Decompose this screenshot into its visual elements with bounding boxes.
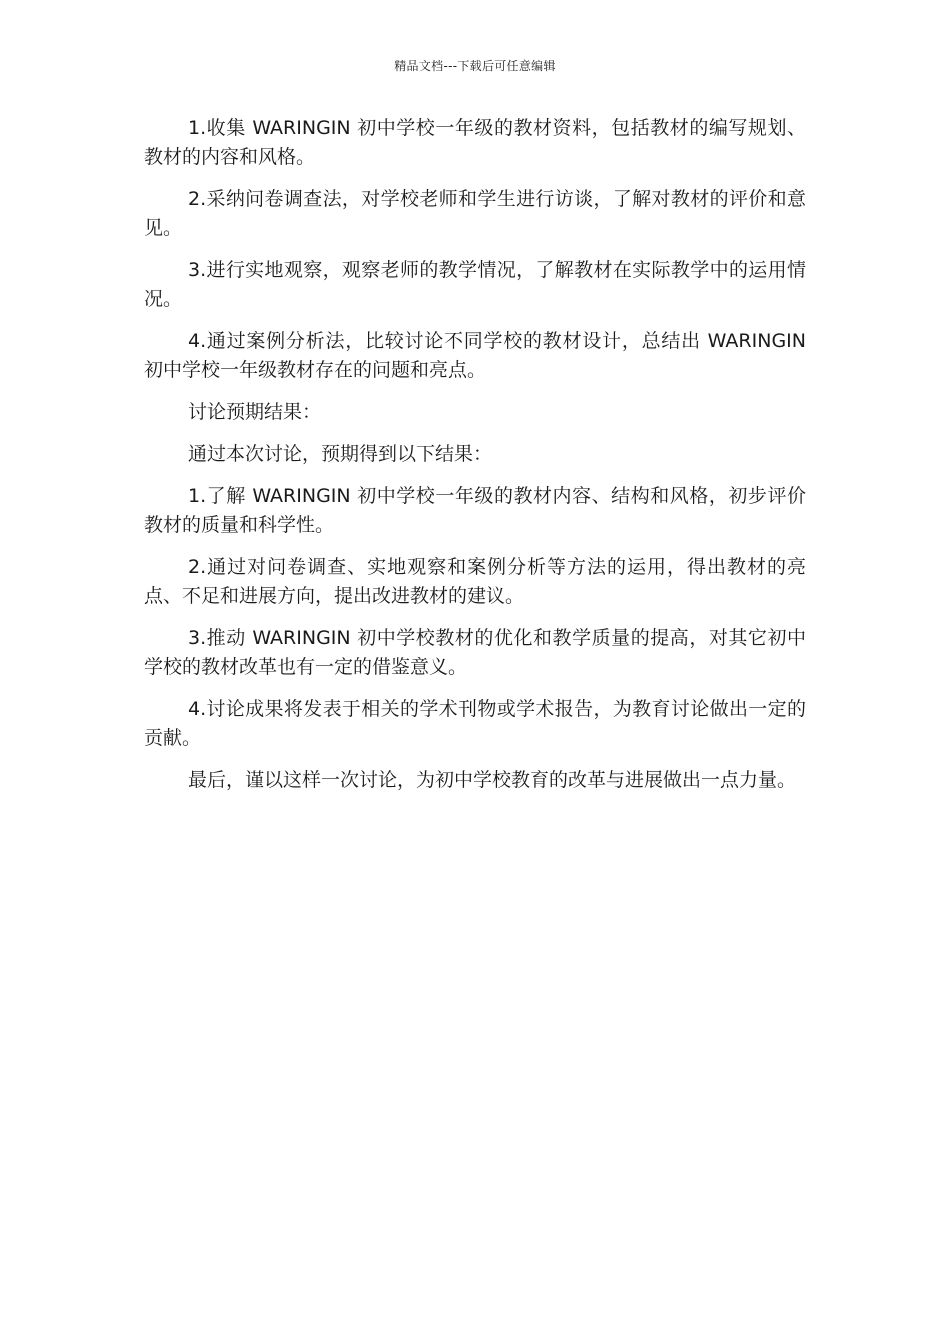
document-body (144, 114, 806, 808)
result-item-2: 2.通过对问卷调查、实地观察和案例分析等方法的运用，得出教材的亮点、不足和进展方向，提出改进教材的建议。 (144, 556, 806, 607)
method-item-4: 4.通过案例分析法，比较讨论不同学校的教材设计，总结出 WARINGIN 初中学校一年级教材存在的问题和亮点。 (144, 330, 806, 381)
method-item-3: 3.进行实地观察，观察老师的教学情况，了解教材在实际教学中的运用情况。 (144, 259, 806, 310)
result-item-4: 4.讨论成果将发表于相关的学术刊物或学术报告，为教育讨论做出一定的贡献。 (144, 698, 806, 749)
method-item-1: 1.收集 WARINGIN 初中学校一年级的教材资料，包括教材的编写规划、教材的内容和风格。 (144, 117, 806, 168)
result-item-3: 3.推动 WARINGIN 初中学校教材的优化和教学质量的提高，对其它初中学校的教材改革也有一定的借鉴意义。 (144, 627, 806, 678)
expected-results-heading: 讨论预期结果： (188, 401, 322, 423)
closing-paragraph: 最后，谨以这样一次讨论，为初中学校教育的改革与进展做出一点力量。 (188, 769, 797, 791)
expected-results-intro: 通过本次讨论，预期得到以下结果： (188, 443, 493, 465)
result-item-1: 1.了解 WARINGIN 初中学校一年级的教材内容、结构和风格，初步评价教材的质量和科学性。 (144, 485, 806, 536)
page-header: 精品文档---下载后可任意编辑 (394, 59, 556, 73)
method-item-2: 2.采纳问卷调查法，对学校老师和学生进行访谈，了解对教材的评价和意见。 (144, 188, 806, 239)
